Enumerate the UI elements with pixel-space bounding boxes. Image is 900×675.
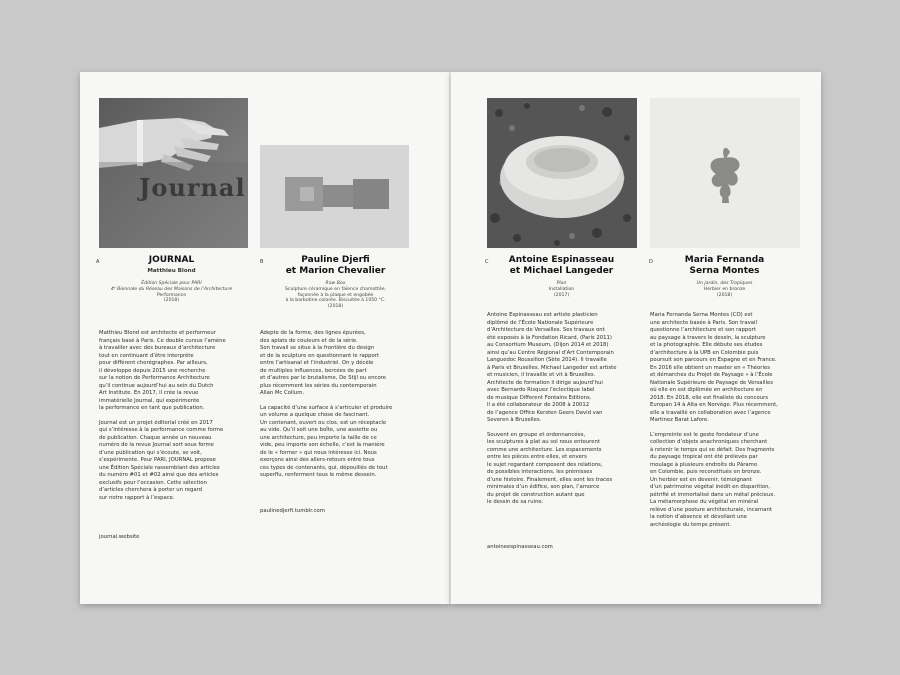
- journal-meta-line: Édition Spéciale pour PARI: [141, 281, 202, 286]
- serna-montes-title-line: Serna Montes: [689, 266, 760, 276]
- djerfi-paragraph: La capacité d’une surface à s’articuler et produire un volume a quelque chose de fascinant. Un contenant, ouvert ou clos, est un réceptacle au vide. Qu’il soit une boîte, une assiette ou une architecture, peu importe la taille de ce vide, peu importe son échelle, c’est la manière de le « former » qui nous intéresse ici. Nous exerçons ainsi des allers-retours entre tous ces types de contenants, qui, dépouillés de tout superflu, renferment tous le même dessein.: [260, 404, 393, 478]
- espinasseau-title: [489, 255, 634, 277]
- espinasseau-paragraph: Antoine Espinasseau est artiste plasticien diplômé de l’École Nationale Supérieure d’Architecture de Versailles. Ses travaux ont été exposés à la Fondation Ricard, (Paris 2011) au Consortium Museum, (Dijon 2014 et 2018) ainsi qu’au Centre Régional d’Art Contemporain Languedoc Roussillon (Sète 2014). Il travaille à Paris et Bruxelles. Michael Langeder est artiste et musicien, il travaille et vit à Bruxelles. Architecte de formation il dirige aujourd’hui avec Bernardo Risquez l’éclectique label de musique Different Fontains Editions. Il a été collaborateur de 2008 à 20012 de l’agence Office Kersten Geers David van Severen à Bruxelles.: [487, 312, 617, 423]
- plan-sculpture-image: [487, 98, 637, 248]
- serna-montes-body: [650, 312, 800, 536]
- espinasseau-link[interactable]: antoineespinasseau.com: [487, 544, 553, 550]
- espinasseau-meta-line: Plan: [556, 281, 567, 286]
- serna-montes-meta: [652, 281, 797, 298]
- serna-montes-title-line: Maria Fernanda: [684, 255, 765, 265]
- journal-meta: [99, 281, 244, 304]
- djerfi-paragraph: Adepte de la forme, des lignes épurées, des aplats de couleurs et de la série. Son travail se situe à la frontière du design et de la sculpture en questionnant le rapport entre l’artisanal et l’industriel. On y décèle de multiples influences, bercées de part et d’autres par le brutalisme, De Stijl ou encore plus récemment les séries du contemporain Allan Mc Collum.: [260, 330, 387, 396]
- espinasseau-meta-line: (2017): [553, 292, 570, 298]
- right-page: [451, 72, 821, 604]
- journal-paragraph: Journal est un projet éditorial créé en 2017 qui s’intéresse à la performance comme forme de publication. Chaque année un nouveau numéro de la revue Journal sort sous forme d’une publication qui s’écoute, se voit, s’expérimente. Pour PARI, JOURNAL propose une Édition Spéciale rassemblant des articles du numéro #01 et #02 ainsi que des articles exclusifs pour l’occasion. Cette sélection d’articles cherchera à porter un regard sur notre rapport à l’espace.: [99, 419, 224, 501]
- bronze-leaf-graphic: [650, 98, 800, 248]
- djerfi-body: [260, 330, 410, 487]
- serna-montes-paragraph: L’empreinte est le geste fondateur d’une collection d’objets anachroniques cherchant à retenir le temps qui se défait. Des fragments du paysage tropical ont été prélevés par moulage à plusieurs endroits du Páramo en Colombie, puis reconstitués en bronze. Un herbier est en devenir, témoignant d’un patrimoine végétal inédit en disparition, pétrifié et immortalisé dans un métal précieux. La métamorphose du végétal en minéral relève d’une posture architecturale, incarnant la notion d’absence et dévoilant une archéologie du temps présent.: [650, 431, 776, 528]
- djerfi-meta-line: Raw Box: [325, 281, 346, 286]
- raw-box-image: [260, 145, 409, 248]
- djerfi-meta-line: façonnée à la plaque et engobée: [297, 292, 374, 298]
- round-sculpture-graphic: [487, 98, 637, 248]
- journal-meta-line: (2018): [163, 298, 180, 304]
- serna-montes-paragraph: Maria Fernanda Serna Montes (CO) est une architecte basée à Paris. Son travail questionne l’architecture et son rapport au paysage à travers le dessin, la sculpture et la photographie. Elle débute ses études d’architecture à la UPB en Colombie puis poursuit son parcours en Espagne et en France. En 2016 elle obtient un master en « Théories et démarches du Projet de Paysage » à l’École Nationale Supérieure de Paysage de Versailles où elle en est diplômée en architecture en 2018. En 2018, elle est finaliste du concours Europan 14 à Alta en Norvège. Plus récemment, elle a travaillé en collaboration avec l’agence Martinez Barat Lafore.: [650, 312, 778, 423]
- espinasseau-paragraph: Souvent en groupe et ordonnancées, les sculptures à plat au sol nous entourent comme une architecture. Les espacements entre les pièces entre elles, et envers le sujet regardant composent des relations, de possibles interactions, les prémisses d’une histoire. Finalement, elles sont les traces minimales d’un édifice, son plan, l’amorce du projet de construction autant que le dessin de sa ruine.: [487, 431, 613, 505]
- djerfi-meta-line: Sculpture céramique en faïence chamottée,: [285, 286, 386, 292]
- journal-title: JOURNAL: [148, 255, 195, 265]
- djerfi-title-line: et Marion Chevalier: [285, 266, 386, 276]
- djerfi-link[interactable]: paulinedjerfi.tumblr.com: [260, 508, 325, 514]
- journal-link[interactable]: journal.website: [99, 534, 140, 540]
- djerfi-meta-line: à la barbotine colorée. Biscuitée à 1050 °C.: [285, 298, 386, 304]
- espinasseau-title-line: et Michael Langeder: [509, 266, 614, 276]
- journal-image-text: Journal: [139, 173, 246, 202]
- djerfi-title: [263, 255, 408, 277]
- ceramic-box-graphic: [260, 145, 409, 248]
- serna-montes-meta-line: Un jardin, des Tropiques: [696, 281, 753, 286]
- djerfi-title-line: Pauline Djerfi: [301, 255, 370, 265]
- label-c: C: [485, 259, 489, 265]
- espinasseau-body: [487, 312, 637, 514]
- bronze-herbarium-image: [650, 98, 800, 248]
- serna-montes-meta-line: (2018): [716, 292, 733, 298]
- espinasseau-meta-line: Installation: [548, 286, 575, 292]
- label-d: D: [649, 259, 653, 265]
- label-a: A: [96, 259, 100, 265]
- left-page: [80, 72, 450, 604]
- djerfi-meta: [263, 281, 408, 310]
- espinasseau-title-line: Antoine Espinasseau: [508, 255, 615, 265]
- journal-meta-line: Performance: [156, 292, 187, 298]
- espinasseau-meta: [489, 281, 634, 298]
- journal-image: [99, 98, 248, 248]
- journal-meta-line: 4ᵉ Biennale du Réseau des Maisons de l’Architecture: [110, 286, 233, 292]
- serna-montes-meta-line: Herbier en bronze: [703, 286, 746, 292]
- journal-author: Matthieu Blond: [147, 268, 196, 274]
- journal-paragraph: Matthieu Blond est architecte et performeur français basé à Paris. Ce double cursus l’amène à travailler avec des bureaux d’architecture tout en continuant d’être interprète pour différent chorégraphes. Par ailleurs, il développe depuis 2015 une recherche sur la notion de Performance Architecture qu’il continue aujourd’hui au sein du Dutch Art Institute. En 2017, il crée la revue immatérielle Journal, qui expérimente la performance en tant que publication.: [99, 330, 226, 411]
- label-b: B: [260, 259, 264, 265]
- djerfi-meta-line: (2018): [327, 304, 344, 310]
- journal-body: [99, 330, 249, 509]
- serna-montes-title: [652, 255, 797, 277]
